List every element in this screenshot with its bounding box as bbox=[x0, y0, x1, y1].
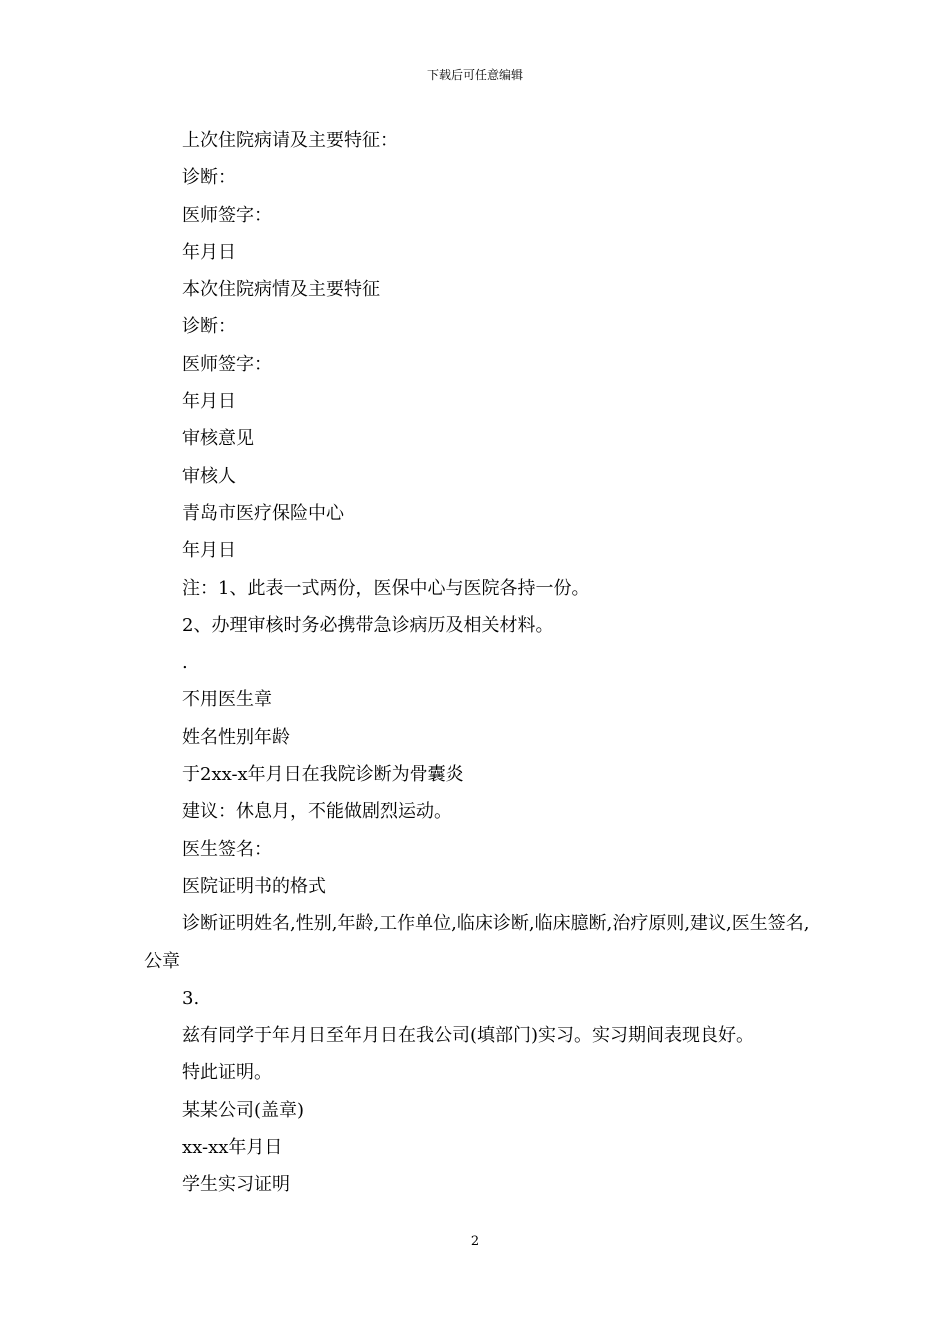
header-note: 下载后可任意编辑 bbox=[426, 68, 523, 82]
text-line: 诊断： bbox=[182, 316, 236, 338]
text-line: 年月日 bbox=[182, 540, 236, 562]
text-line: 医院证明书的格式 bbox=[182, 875, 326, 897]
text-line: 于2xx-x年月日在我院诊断为骨囊炎 bbox=[182, 764, 464, 786]
text-line: 3. bbox=[182, 987, 200, 1009]
text-line: 审核意见 bbox=[182, 428, 254, 450]
text-line: 本次住院病情及主要特征 bbox=[182, 279, 380, 301]
text-line: 注：1、此表一式两份，医保中心与医院各持一份。 bbox=[182, 577, 590, 599]
text-line: 医师签字： bbox=[182, 204, 272, 226]
text-line: 审核人 bbox=[182, 465, 236, 487]
text-line: 学生实习证明 bbox=[182, 1174, 290, 1196]
text-line: 2、办理审核时务必携带急诊病历及相关材料。 bbox=[182, 614, 554, 636]
text-line: 特此证明。 bbox=[182, 1062, 272, 1084]
text-line: 年月日 bbox=[182, 241, 236, 263]
text-line: 医师签字： bbox=[182, 353, 272, 375]
text-line: 姓名性别年龄 bbox=[182, 726, 290, 748]
page-number: 2 bbox=[470, 1234, 480, 1249]
text-line: 医生签名： bbox=[182, 838, 272, 860]
text-line: . bbox=[182, 652, 188, 674]
text-line: xx-xx年月日 bbox=[182, 1137, 283, 1159]
text-paragraph: 诊断证明姓名,性别,年龄,工作单位,临床诊断,临床臆断,治疗原则,建议,医生签名,公章 bbox=[144, 913, 810, 972]
text-line: 某某公司(盖章) bbox=[182, 1099, 305, 1121]
text-line: 不用医生章 bbox=[182, 689, 272, 711]
text-line: 上次住院病请及主要特征： bbox=[182, 130, 398, 151]
document-body bbox=[144, 122, 814, 1204]
text-line: 兹有同学于年月日至年月日在我公司(填部门)实习。实习期间表现良好。 bbox=[182, 1025, 755, 1047]
text-line: 年月日 bbox=[182, 391, 236, 413]
text-line: 青岛市医疗保险中心 bbox=[182, 502, 344, 524]
text-line: 诊断： bbox=[182, 167, 236, 189]
text-line: 建议：休息月，不能做剧烈运动。 bbox=[182, 801, 452, 823]
